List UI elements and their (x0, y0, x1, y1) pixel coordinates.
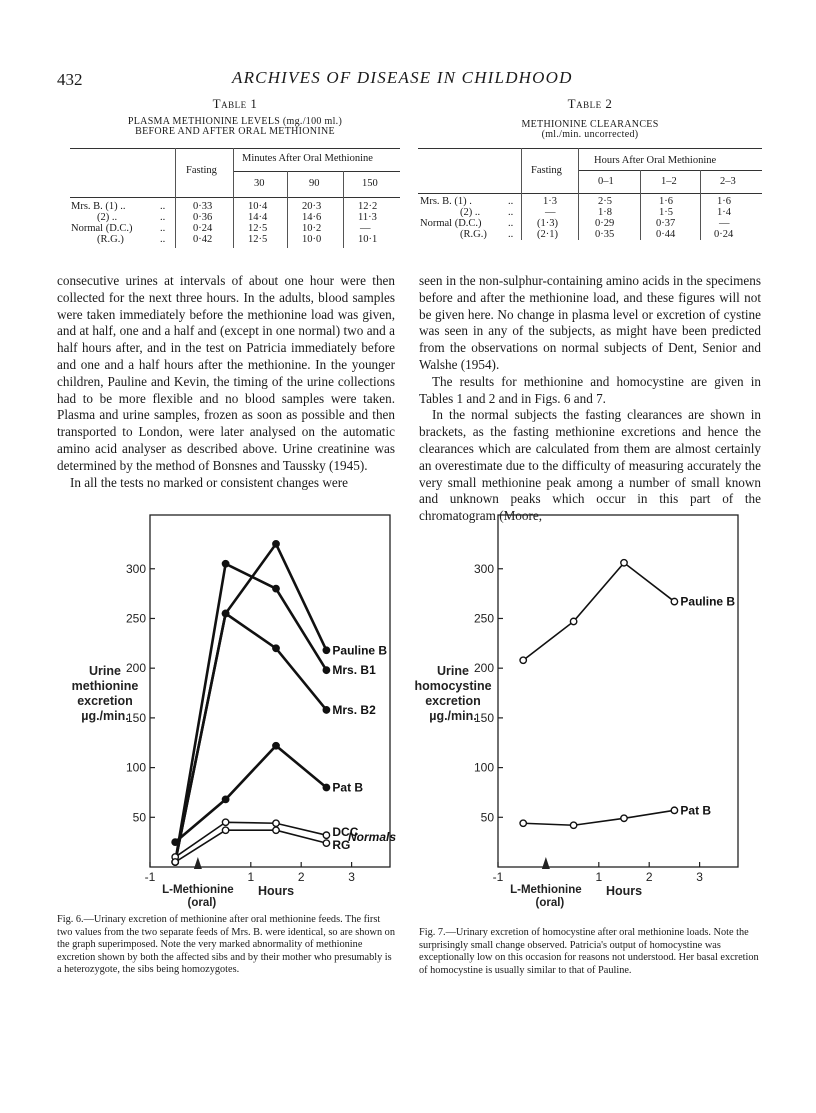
table2-cell: 1·6 (717, 196, 731, 207)
table2-col-2-3: 2–3 (720, 176, 736, 187)
y-axis-label: µg./min. (429, 709, 477, 723)
y-tick-label: 250 (473, 611, 494, 626)
y-tick-label: 300 (473, 561, 494, 576)
data-point (273, 585, 279, 591)
y-tick-label: 100 (473, 760, 494, 775)
normals-label: Normals (348, 830, 397, 844)
x-tick-label: 3 (348, 870, 355, 884)
data-point (671, 598, 677, 604)
data-point (172, 859, 178, 865)
data-point (273, 743, 279, 749)
x-axis-label: Hours (257, 884, 295, 898)
y-axis-label: methionine (71, 679, 139, 693)
data-point (172, 839, 178, 845)
x-axis-label: Hours (605, 884, 643, 898)
fig7-caption: Fig. 7.—Urinary excretion of homocystine after oral methionine loads. Note the surprisingly small change observed. Patricia's output of homocystine was exceptionally low on this occasion for reasons not understood. Her basal excretion of homocystine is usually similar to that of Pauline. (419, 927, 759, 976)
table2-cell: — (545, 207, 556, 218)
table2-cell: 1·6 (659, 196, 673, 207)
table2-cell: 0·29 (595, 218, 615, 229)
series-line (175, 822, 326, 857)
table1-row-name: (2) .. (97, 212, 118, 223)
table1-cell: 14·4 (248, 212, 268, 223)
table1-cell: 10·1 (358, 234, 378, 245)
table2-title-line1: METHIONINE CLEARANCES (521, 119, 659, 130)
series-line (175, 544, 326, 862)
table2-row-dots: .. (508, 229, 514, 240)
table1-col-150: 150 (362, 178, 378, 189)
page-number: 432 (57, 70, 83, 89)
table2-row-name: (2) .. (460, 207, 481, 218)
table1-label: Table 1 (212, 96, 258, 111)
table1-cell: 11·3 (358, 212, 377, 223)
table1-row-dots: .. (160, 201, 166, 212)
table2-cell: — (719, 218, 730, 229)
data-point (222, 561, 228, 567)
table1-col-30: 30 (254, 178, 265, 189)
table2-label: Table 2 (567, 96, 613, 111)
paragraph: In all the tests no marked or consistent changes were (70, 474, 348, 490)
series-label: Mrs. B1 (332, 663, 376, 678)
table1-row-dots: .. (160, 234, 166, 245)
y-axis-label: homocystine (414, 679, 492, 693)
fig7-chart (414, 505, 748, 909)
methionine-arrow-icon (542, 857, 550, 869)
table2-cell: 2·5 (598, 196, 612, 207)
table2-cell: 0·35 (595, 229, 615, 240)
y-tick-label: 50 (480, 810, 494, 825)
methionine-arrow-icon (194, 857, 202, 869)
series-line (175, 564, 326, 862)
journal-title: ARCHIVES OF DISEASE IN CHILDHOOD (232, 68, 573, 87)
table1-cell: 12·2 (358, 201, 378, 212)
paragraph: consecutive urines at intervals of about one hour were then collected for the next three hours. In the adults, blood samples were taken immediately before the methionine load was given, and at half, one and a half and (except in one normal) two and a half hours after, and in the test on Patricia immediately before and one and a half hours after the methionine. In the younger children, Pauline and Kevin, the timing of the urine collections had to be more flexible and no blood samples were taken. Plasma and urine samples, frozen as soon as possible and then transported to London, were later analysed on the automatic amino acid analyser as described above. Urine creatinine was determined by the method of Bonsnes and Taussky (1945). (57, 273, 395, 473)
table2-row-dots: .. (508, 218, 514, 229)
y-tick-label: 50 (132, 810, 146, 825)
y-axis-label: Urine (89, 664, 121, 678)
data-point (273, 827, 279, 833)
table1-row-dots: .. (160, 212, 166, 223)
arrow-label: (oral) (187, 897, 217, 909)
table2-row-name: (R.G.) (460, 229, 487, 240)
table1-col-90: 90 (309, 178, 320, 189)
table1-cell: 10·0 (302, 234, 322, 245)
fig6-caption: Fig. 6.—Urinary excretion of methionine after oral methionine feeds. The first two values from the two separate feeds of Mrs. B. were identical, so are shown on the graph superimposed. Note the very marked abnormality of methionine excretion shown by both the affected sibs and by their mother who presumably is a heterozygote, the sibs being homozygotes. (57, 914, 395, 976)
data-point (621, 560, 627, 566)
table1-cell: 10·4 (248, 201, 268, 212)
y-axis-label: excretion (425, 694, 481, 708)
data-point (323, 647, 329, 653)
table2-cell: 1·5 (659, 207, 673, 218)
body-text-right (419, 273, 761, 525)
table1-cell: 12·5 (248, 234, 268, 245)
table2-col-fasting: Fasting (531, 165, 562, 176)
data-point (570, 618, 576, 624)
table2-row-dots: .. (508, 196, 514, 207)
table2-col-0-1: 0–1 (598, 176, 614, 187)
table1-title-line1: PLASMA METHIONINE LEVELS (mg./100 ml.) (127, 116, 343, 127)
table2-cell: (2·1) (537, 229, 558, 240)
series-label: Pauline B (680, 594, 736, 609)
table1-group-header: Minutes After Oral Methionine (242, 153, 373, 164)
table2-cell: 1·3 (543, 196, 557, 207)
series-line (175, 746, 326, 842)
table2-title-line2: (ml./min. uncorrected) (541, 129, 639, 140)
table1-row-name: Normal (D.C.) (71, 223, 133, 234)
y-tick-label: 300 (125, 561, 146, 576)
table1-cell: — (360, 223, 371, 234)
data-point (520, 820, 526, 826)
data-point (323, 707, 329, 713)
data-point (273, 820, 279, 826)
y-tick-label: 250 (125, 611, 146, 626)
y-tick-label: 150 (125, 710, 146, 725)
table1-title-line2: BEFORE AND AFTER ORAL METHIONINE (135, 126, 335, 137)
y-tick-label: 100 (125, 760, 146, 775)
series-label: Mrs. B2 (332, 702, 376, 717)
table1-cell: 12·5 (248, 223, 268, 234)
table2-row-name: Normal (D.C.) (420, 218, 482, 229)
table1-cell: 0·24 (193, 223, 213, 234)
table1-cell: 10·2 (302, 223, 322, 234)
data-point (520, 657, 526, 663)
x-tick-label: 3 (696, 870, 703, 884)
table2-row-name: Mrs. B. (1) . (420, 196, 472, 207)
fig6-chart (70, 505, 400, 909)
arrow-label: L-Methionine (162, 884, 234, 896)
table2-cell: (1·3) (537, 218, 558, 229)
x-tick-label: 1 (247, 870, 255, 884)
y-tick-label: 200 (473, 661, 494, 676)
series-label: Pat B (332, 780, 364, 795)
series-line (175, 614, 326, 863)
table2-cell: 0·44 (656, 229, 676, 240)
paragraph: seen in the non-sulphur-containing amino acids in the specimens before and after the methionine load, and these figures will not be given here. No change in plasma level or excretion of cystine was seen in any of the subjects, as might have been predicted from the observations on normal subjects of Dent, Senior and Walshe (1954). (419, 273, 761, 372)
table1-cell: 0·33 (193, 201, 213, 212)
data-point (222, 796, 228, 802)
table2-cell: 1·4 (717, 207, 731, 218)
data-point (570, 822, 576, 828)
table1-col-fasting: Fasting (186, 165, 217, 176)
data-point (273, 645, 279, 651)
table2-row-dots: .. (508, 207, 514, 218)
data-point (222, 610, 228, 616)
x-tick-label: -1 (492, 870, 504, 884)
data-point (222, 819, 228, 825)
data-point (273, 541, 279, 547)
body-text-left (57, 273, 395, 491)
paragraph: The results for methionine and homocystine are given in Tables 1 and 2 and in Figs. 6 and 7. (419, 373, 761, 406)
x-tick-label: -1 (144, 870, 156, 884)
y-tick-label: 200 (125, 661, 146, 676)
table1-cell: 14·6 (302, 212, 322, 223)
series-line (523, 563, 674, 660)
paragraph: In the normal subjects the fasting clearances are shown in brackets, as the fasting methionine excretions and hence the clearances which are calculated from them are almost certainly an overestimate due to the difficulty of measuring accurately the very small methionine peak among a number of small known and unknown peaks which occur in this part of the chromatogram (Moore, (419, 407, 761, 524)
data-point (671, 807, 677, 813)
series-label: Pauline B (332, 643, 388, 658)
table1-row-dots: .. (160, 223, 166, 234)
table1-row-name: (R.G.) (97, 234, 124, 245)
arrow-label: (oral) (535, 897, 565, 909)
arrow-label: L-Methionine (510, 884, 582, 896)
data-point (621, 815, 627, 821)
series-label: Pat B (680, 803, 712, 818)
series-label: RG (332, 838, 351, 853)
data-point (323, 784, 329, 790)
table2-group-header: Hours After Oral Methionine (594, 155, 717, 166)
y-tick-label: 150 (473, 710, 494, 725)
data-point (323, 667, 329, 673)
y-axis-label: µg./min. (81, 709, 129, 723)
table2-cell: 1·8 (598, 207, 612, 218)
table1-row-name: Mrs. B. (1) .. (71, 201, 126, 212)
data-point (323, 840, 329, 846)
table2-cell: 0·37 (656, 218, 676, 229)
y-axis-label: Urine (437, 664, 469, 678)
table2-cell: 0·24 (714, 229, 734, 240)
table2-col-1-2: 1–2 (661, 176, 677, 187)
table1-cell: 0·36 (193, 212, 213, 223)
x-tick-label: 1 (595, 870, 603, 884)
series-line (523, 810, 674, 825)
table1-cell: 20·3 (302, 201, 322, 212)
data-point (323, 832, 329, 838)
y-axis-label: excretion (77, 694, 133, 708)
data-point (222, 827, 228, 833)
series-label: DCC (332, 825, 359, 840)
table1-cell: 0·42 (193, 234, 213, 245)
x-tick-label: 2 (297, 870, 305, 884)
x-tick-label: 2 (645, 870, 653, 884)
